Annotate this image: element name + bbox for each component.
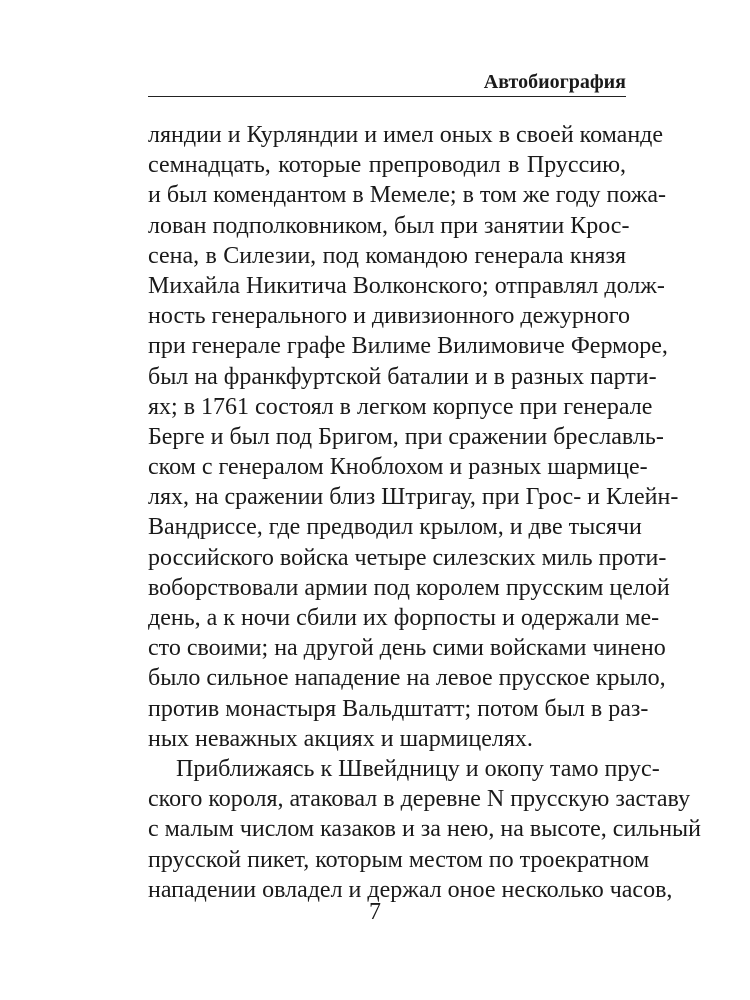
text-line: воборствовали армии под королем прусским целой — [148, 574, 670, 601]
text-line: Берге и был под Бригом, при сражении бреславль- — [148, 423, 664, 450]
text-line: был на франкфуртской баталии и в разных парти- — [148, 363, 657, 390]
text-line: нападении овладел и держал оное несколько часов, — [148, 876, 673, 903]
text-line: Приближаясь к Швейдницу и окопу тамо прус- — [176, 755, 660, 782]
text-line: ных неважных акциях и шармицелях. — [148, 725, 533, 752]
text-line: ях; в 1761 состоял в легком корпусе при генерале — [148, 393, 653, 420]
text-line: было сильное нападение на левое прусское крыло, — [148, 665, 666, 692]
text-line: день, а к ночи сбили их форпосты и одержали ме- — [148, 605, 660, 631]
text-line: лях, на сражении близ Штригау, при Грос- и Клейн- — [148, 484, 679, 511]
text-line: и был комендантом в Мемеле; в том же году пожа- — [148, 182, 666, 209]
page-number: 7 — [369, 899, 381, 925]
running-header — [148, 70, 626, 97]
text-line: сена, в Силезии, под командою генерала князя — [148, 242, 626, 269]
text-line: семнадцать, которые препроводил в Пруссию, — [148, 152, 626, 179]
paragraph — [148, 120, 679, 754]
text-line: лован подполковником, был при занятии Крос- — [148, 212, 630, 239]
text-line: против монастыря Вальдштатт; потом был в раз- — [148, 695, 649, 722]
body-text — [148, 120, 702, 905]
text-line: ность генерального и дивизионного дежурного — [148, 303, 630, 330]
text-line: ском с генералом Кноблохом и разных шармице- — [148, 454, 648, 481]
paragraph — [148, 754, 702, 905]
text-line: российского войска четыре силезских миль проти- — [148, 544, 667, 571]
text-line: с малым числом казаков и за нею, на высоте, сильный — [148, 816, 702, 843]
text-line: при генерале графе Вилиме Вилимовиче Ферморе, — [148, 333, 668, 360]
text-line: ского короля, атаковал в деревне N прусскую заставу — [148, 786, 691, 813]
text-line: прусской пикет, которым местом по троекратном — [148, 846, 650, 873]
text-line: Михайла Никитича Волконского; отправлял долж- — [148, 272, 665, 299]
text-line: Вандриссе, где предводил крылом, и две тысячи — [148, 514, 642, 541]
text-line: ляндии и Курляндии и имел оных в своей команде — [148, 122, 664, 148]
running-title: Автобиография — [483, 71, 626, 93]
text-line: сто своими; на другой день сими войсками чинено — [148, 635, 666, 662]
